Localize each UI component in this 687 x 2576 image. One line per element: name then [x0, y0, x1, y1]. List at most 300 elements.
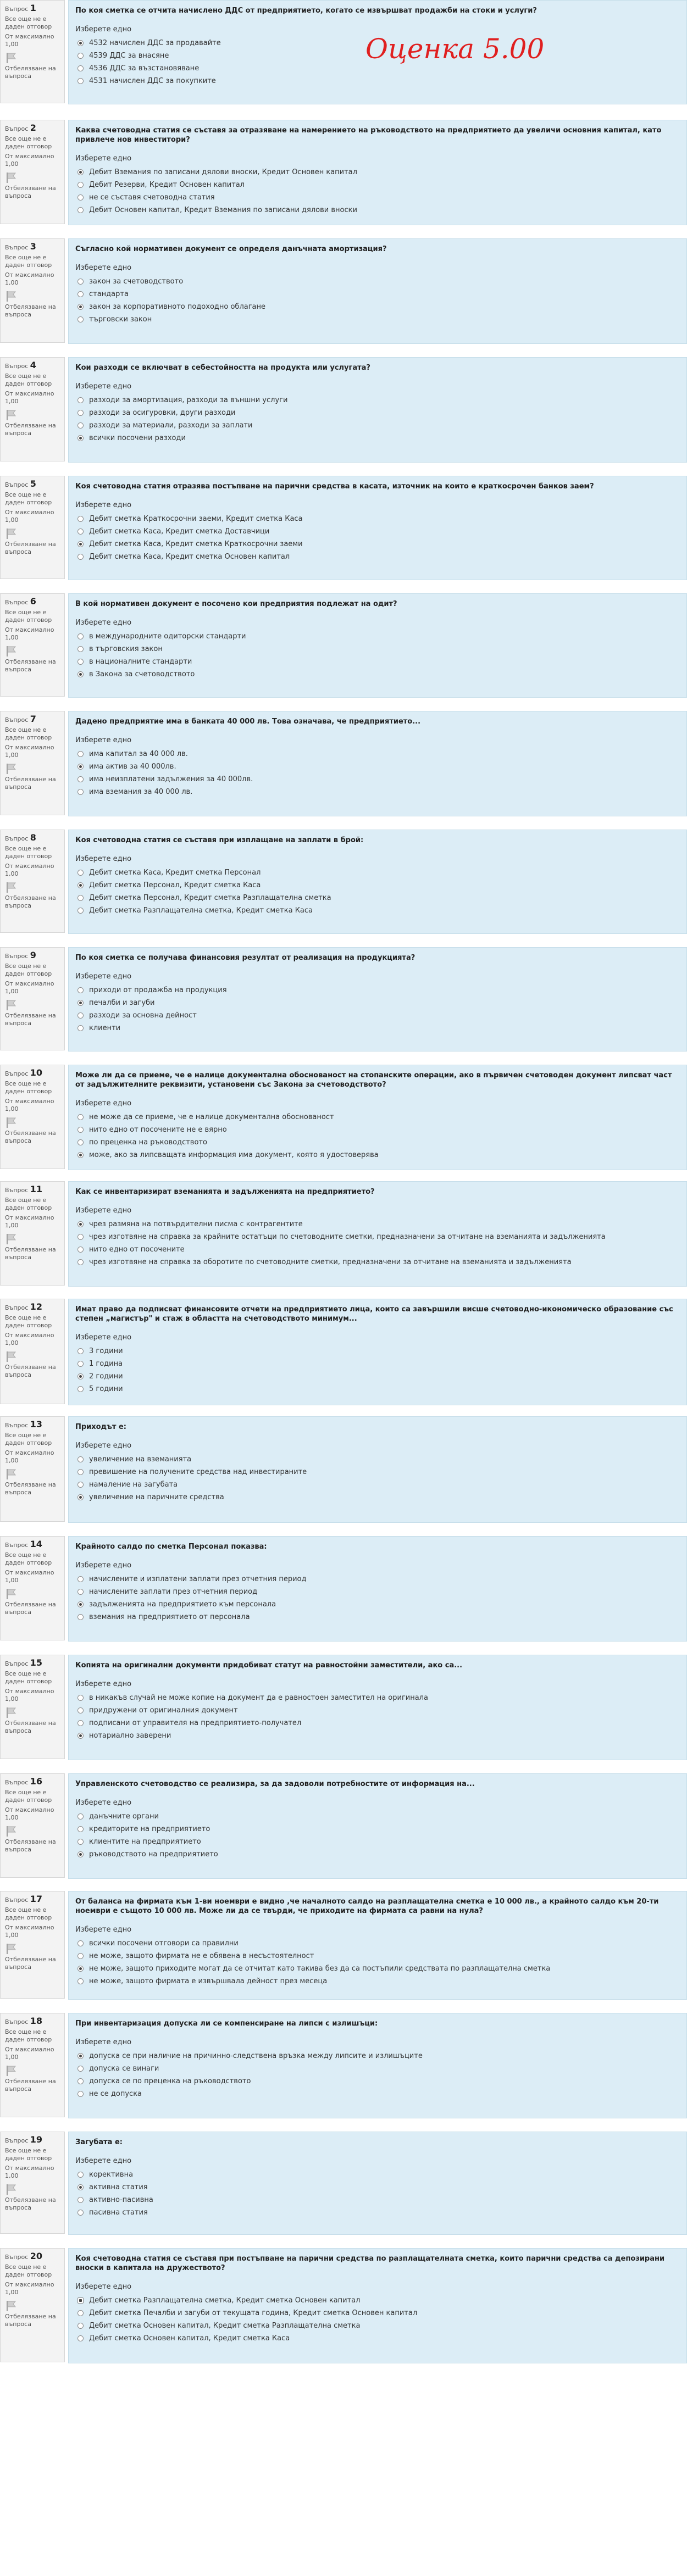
radio-button[interactable]	[77, 65, 84, 71]
question-info	[0, 947, 65, 1050]
answer-option[interactable]	[75, 2319, 680, 2332]
question-4	[0, 357, 687, 463]
flag-icon[interactable]	[5, 881, 17, 893]
answer-label: Дебит Основен капитал, Кредит Вземания по записани дялови вноски	[89, 206, 357, 214]
question-number	[5, 598, 61, 607]
radio-button[interactable]	[77, 316, 84, 322]
answer-prompt: Изберете едно	[75, 1442, 132, 1450]
flag-question-link[interactable]: Отбелязване на въпроса	[5, 894, 56, 909]
answer-option[interactable]	[75, 984, 680, 997]
radio-button[interactable]	[77, 2297, 84, 2304]
answer-list	[75, 2050, 680, 2100]
question-number-value: 9	[30, 950, 36, 960]
answer-label: не може, защото приходите могат да се отчитат като такива без да са постъпили средствата по разплащателна сметка	[89, 1965, 551, 1973]
radio-button[interactable]	[77, 1361, 84, 1367]
answer-option[interactable]	[75, 1022, 680, 1034]
question-word: Въпрос	[5, 1660, 29, 1667]
answer-option[interactable]	[75, 1136, 680, 1149]
answer-label: чрез размяна на потвърдителни писма с контрагентите	[89, 1220, 303, 1228]
answer-label: разходи за основна дейност	[89, 1011, 197, 1020]
answer-option[interactable]	[75, 1478, 680, 1491]
radio-button[interactable]	[77, 169, 84, 175]
answer-label: допуска се по преценка на ръководството	[89, 2077, 251, 2085]
answer-option[interactable]	[75, 1835, 680, 1848]
question-grade: От максимално 1,00	[5, 1569, 54, 1584]
answer-option[interactable]	[75, 866, 680, 879]
flag-question-link[interactable]: Отбелязване на въпроса	[5, 1130, 56, 1144]
question-grade: От максимално 1,00	[5, 271, 54, 286]
question-grade: От максимално 1,00	[5, 744, 54, 759]
question-grade: От максимално 1,00	[5, 1924, 54, 1939]
flag-icon[interactable]	[5, 2183, 17, 2195]
question-word: Въпрос	[5, 835, 29, 842]
answer-option[interactable]	[75, 394, 680, 407]
radio-button[interactable]	[77, 1494, 84, 1500]
flag-icon[interactable]	[5, 1706, 17, 1718]
answer-option[interactable]	[75, 1453, 680, 1466]
answer-option[interactable]	[75, 2062, 680, 2075]
radio-button[interactable]	[77, 422, 84, 429]
flag-question-link[interactable]: Отбелязване на въпроса	[5, 658, 56, 673]
answer-label: 2 години	[89, 1372, 123, 1381]
question-text: Коя счетоводна статия отразява постъпване на парични средства в касата, източник на които е краткосрочен банков заем?	[75, 482, 594, 491]
radio-button[interactable]	[77, 78, 84, 84]
flag-question-link[interactable]: Отбелязване на въпроса	[5, 65, 56, 80]
answer-option[interactable]	[75, 1383, 680, 1395]
answer-option[interactable]	[75, 1491, 680, 1504]
radio-button[interactable]	[77, 633, 84, 639]
radio-button[interactable]	[77, 397, 84, 403]
answer-option[interactable]	[75, 1243, 680, 1256]
radio-button[interactable]	[77, 776, 84, 782]
question-word: Въпрос	[5, 5, 29, 13]
answer-option[interactable]	[75, 2332, 680, 2345]
answer-option[interactable]	[75, 513, 680, 525]
answer-option[interactable]	[75, 2168, 680, 2181]
answer-option[interactable]	[75, 1149, 680, 1161]
question-word: Въпрос	[5, 2254, 29, 2261]
flag-question-link[interactable]: Отбелязване на въпроса	[5, 185, 56, 199]
question-number	[5, 952, 61, 960]
answer-option[interactable]	[75, 1848, 680, 1861]
radio-button[interactable]	[77, 182, 84, 188]
radio-button[interactable]	[77, 1152, 84, 1158]
flag-question-link[interactable]: Отбелязване на въпроса	[5, 1364, 56, 1378]
answer-option[interactable]	[75, 2050, 680, 2062]
question-13	[0, 1416, 687, 1523]
flag-icon[interactable]	[5, 1233, 17, 1245]
radio-button[interactable]	[77, 2078, 84, 2084]
radio-button[interactable]	[77, 2053, 84, 2059]
radio-button[interactable]	[77, 659, 84, 665]
flag-question-link[interactable]: Отбелязване на въпроса	[5, 2313, 56, 2328]
radio-button[interactable]	[77, 1576, 84, 1582]
answer-option[interactable]	[75, 1598, 680, 1611]
answer-label: Дебит Вземания по записани дялови вноски, Кредит Основен капитал	[89, 168, 357, 176]
answer-option[interactable]	[75, 538, 680, 550]
question-info	[0, 593, 65, 697]
flag-icon[interactable]	[5, 645, 17, 657]
radio-button[interactable]	[77, 1221, 84, 1227]
question-7	[0, 711, 687, 816]
answer-label: всички посочени отговори са правилни	[89, 1939, 239, 1948]
answer-option[interactable]	[75, 75, 680, 87]
answer-option[interactable]	[75, 879, 680, 892]
radio-button[interactable]	[77, 1234, 84, 1240]
radio-button[interactable]	[77, 410, 84, 416]
flag-icon[interactable]	[5, 527, 17, 539]
radio-button[interactable]	[77, 1025, 84, 1031]
question-number	[5, 124, 61, 133]
question-content	[68, 1299, 687, 1405]
question-number	[5, 715, 61, 724]
question-number	[5, 1540, 61, 1549]
answer-option[interactable]	[75, 2307, 680, 2319]
question-text: По коя сметка се отчита начислено ДДС от предприятието, когато се извършват продажби на стоки и услуги?	[75, 7, 537, 15]
flag-icon[interactable]	[5, 171, 17, 183]
answer-option[interactable]	[75, 643, 680, 655]
answer-label: задълженията на предприятието към персонала	[89, 1600, 276, 1609]
answer-label: в Закона за счетоводството	[89, 670, 195, 678]
question-number-value: 12	[30, 1301, 43, 1312]
answer-label: може, ако за липсващата информация има документ, която я удостоверява	[89, 1151, 379, 1159]
flag-icon[interactable]	[5, 1350, 17, 1362]
answer-option[interactable]	[75, 1729, 680, 1742]
radio-button[interactable]	[77, 2310, 84, 2316]
question-text: Може ли да се приеме, че е налице документална обоснованост на стопанските операции, ако в първичен счетоводен документ липсват част от задължителните реквизити, установени със Закона за счетоводството?	[75, 1071, 672, 1089]
question-state: Все още не е даден отговор	[5, 491, 52, 506]
answer-option[interactable]	[75, 1357, 680, 1370]
answer-option[interactable]	[75, 1231, 680, 1243]
radio-button[interactable]	[77, 1127, 84, 1133]
answer-option[interactable]	[75, 1611, 680, 1623]
radio-button[interactable]	[77, 1601, 84, 1607]
flag-icon[interactable]	[5, 290, 17, 302]
answer-option[interactable]	[75, 1111, 680, 1123]
answer-option[interactable]	[75, 2294, 680, 2307]
answer-label: чрез изготвяне на справка за крайните остатъци по счетоводните сметки, предназначени за отчитане на вземанията и задълженията	[89, 1233, 606, 1241]
flag-question-link[interactable]: Отбелязване на въпроса	[5, 2078, 56, 2093]
answer-label: корективна	[89, 2171, 134, 2179]
flag-icon[interactable]	[5, 1825, 17, 1837]
answer-option[interactable]	[75, 204, 680, 216]
question-word: Въпрос	[5, 1187, 29, 1194]
answer-option[interactable]	[75, 419, 680, 432]
answer-label: не се допуска	[89, 2090, 142, 2098]
radio-button[interactable]	[77, 1733, 84, 1739]
question-grade: От максимално 1,00	[5, 2046, 54, 2061]
answer-option[interactable]	[75, 2206, 680, 2219]
question-word: Въпрос	[5, 363, 29, 370]
answer-option[interactable]	[75, 301, 680, 313]
answer-label: не може, защото фирмата не е обявена в несъстоятелност	[89, 1952, 314, 1960]
question-3	[0, 238, 687, 344]
radio-button[interactable]	[77, 2172, 84, 2178]
flag-icon[interactable]	[5, 1943, 17, 1955]
radio-button[interactable]	[77, 1139, 84, 1145]
answer-option[interactable]	[75, 2194, 680, 2206]
radio-button[interactable]	[77, 882, 84, 888]
answer-prompt: Изберете едно	[75, 2157, 132, 2165]
radio-button[interactable]	[77, 291, 84, 297]
flag-icon[interactable]	[5, 1116, 17, 1128]
question-content	[68, 1536, 687, 1642]
radio-button[interactable]	[77, 1589, 84, 1595]
answer-list	[75, 866, 680, 917]
flag-question-link[interactable]: Отбелязване на въпроса	[5, 1720, 56, 1734]
question-info	[0, 1773, 65, 1878]
answer-option[interactable]	[75, 1256, 680, 1268]
question-state: Все още не е даден отговор	[5, 1551, 52, 1566]
answer-option[interactable]	[75, 892, 680, 904]
answer-option[interactable]	[75, 786, 680, 798]
answer-option[interactable]	[75, 191, 680, 204]
answer-option[interactable]	[75, 2088, 680, 2100]
radio-button[interactable]	[77, 40, 84, 46]
answer-list	[75, 166, 680, 216]
question-number-value: 2	[30, 123, 36, 133]
radio-button[interactable]	[77, 304, 84, 310]
flag-question-link[interactable]: Отбелязване на въпроса	[5, 1012, 56, 1027]
flag-icon[interactable]	[5, 763, 17, 775]
question-info	[0, 1891, 65, 1999]
radio-button[interactable]	[77, 541, 84, 547]
radio-button[interactable]	[77, 789, 84, 795]
radio-button[interactable]	[77, 516, 84, 522]
question-content	[68, 593, 687, 698]
flag-icon[interactable]	[5, 1468, 17, 1480]
radio-button[interactable]	[77, 2335, 84, 2341]
question-number	[5, 2252, 61, 2261]
answer-option[interactable]	[75, 630, 680, 643]
radio-button[interactable]	[77, 279, 84, 285]
radio-button[interactable]	[77, 1695, 84, 1701]
answer-option[interactable]	[75, 1962, 680, 1975]
radio-button[interactable]	[77, 194, 84, 201]
radio-button[interactable]	[77, 1720, 84, 1726]
question-info	[0, 0, 65, 103]
flag-icon[interactable]	[5, 999, 17, 1011]
answer-option[interactable]	[75, 1585, 680, 1598]
radio-button[interactable]	[77, 908, 84, 914]
question-content	[68, 1416, 687, 1523]
answer-label: Дебит сметка Разплащателна сметка, Кредит сметка Каса	[89, 906, 313, 915]
radio-button[interactable]	[77, 435, 84, 441]
answer-option[interactable]	[75, 179, 680, 191]
question-word: Въпрос	[5, 2018, 29, 2026]
flag-question-link[interactable]: Отбелязване на въпроса	[5, 1601, 56, 1616]
flag-icon[interactable]	[5, 52, 17, 64]
radio-button[interactable]	[77, 53, 84, 59]
question-state: Все още не е даден отговор	[5, 1432, 52, 1446]
answer-option[interactable]	[75, 275, 680, 288]
radio-button[interactable]	[77, 1614, 84, 1620]
radio-button[interactable]	[77, 1966, 84, 1972]
radio-button[interactable]	[77, 1114, 84, 1120]
radio-button[interactable]	[77, 1953, 84, 1959]
radio-button[interactable]	[77, 1456, 84, 1462]
radio-button[interactable]	[77, 870, 84, 876]
flag-question-link[interactable]: Отбелязване на въпроса	[5, 1246, 56, 1261]
radio-button[interactable]	[77, 1707, 84, 1713]
answer-list	[75, 748, 680, 798]
radio-button[interactable]	[77, 751, 84, 757]
radio-button[interactable]	[77, 1000, 84, 1006]
answer-list	[75, 1453, 680, 1504]
radio-button[interactable]	[77, 528, 84, 535]
answer-option[interactable]	[75, 1823, 680, 1835]
answer-label: в националните стандарти	[89, 658, 192, 666]
answer-option[interactable]	[75, 1810, 680, 1823]
question-9	[0, 947, 687, 1051]
answer-option[interactable]	[75, 288, 680, 301]
answer-prompt: Изберете едно	[75, 501, 132, 509]
answer-option[interactable]	[75, 655, 680, 668]
question-state: Все още не е даден отговор	[5, 1197, 52, 1211]
answer-option[interactable]	[75, 166, 680, 179]
radio-button[interactable]	[77, 2197, 84, 2203]
radio-button[interactable]	[77, 895, 84, 901]
question-info	[0, 830, 65, 933]
question-text: Съгласно кой нормативен документ се определя данъчната амортизация?	[75, 245, 387, 253]
question-state: Все още не е даден отговор	[5, 372, 52, 387]
answer-option[interactable]	[75, 1345, 680, 1357]
answer-option[interactable]	[75, 748, 680, 760]
flag-question-link[interactable]: Отбелязване на въпроса	[5, 1956, 56, 1971]
answer-prompt: Изберете едно	[75, 2038, 132, 2046]
question-info	[0, 1655, 65, 1759]
answer-option[interactable]	[75, 1009, 680, 1022]
answer-label: начислените и изплатени заплати през отчетния период	[89, 1575, 307, 1583]
radio-button[interactable]	[77, 1839, 84, 1845]
radio-button[interactable]	[77, 2091, 84, 2097]
question-info	[0, 1536, 65, 1640]
radio-button[interactable]	[77, 207, 84, 213]
answer-option[interactable]	[75, 1573, 680, 1585]
answer-option[interactable]	[75, 1370, 680, 1383]
flag-icon[interactable]	[5, 2065, 17, 2077]
flag-question-link[interactable]: Отбелязване на въпроса	[5, 1481, 56, 1496]
question-state: Все още не е даден отговор	[5, 15, 52, 30]
radio-button[interactable]	[77, 1373, 84, 1379]
answer-prompt: Изберете едно	[75, 736, 132, 744]
answer-list	[75, 1573, 680, 1623]
question-content	[68, 830, 687, 934]
question-number-value: 3	[30, 241, 36, 252]
answer-label: Дебит сметка Каса, Кредит сметка Краткосрочни заеми	[89, 540, 303, 548]
radio-button[interactable]	[77, 1012, 84, 1019]
answer-label: превишение на получените средства над инвестираните	[89, 1468, 307, 1476]
answer-option[interactable]	[75, 1123, 680, 1136]
radio-button[interactable]	[77, 1826, 84, 1832]
flag-question-link[interactable]: Отбелязване на въпроса	[5, 1838, 56, 1853]
answer-label: Дебит Резерви, Кредит Основен капитал	[89, 181, 245, 189]
answer-option[interactable]	[75, 432, 680, 444]
answer-option[interactable]	[75, 904, 680, 917]
answer-label: клиенти	[89, 1024, 121, 1032]
answer-option[interactable]	[75, 407, 680, 419]
answer-option[interactable]	[75, 2075, 680, 2088]
flag-question-link[interactable]: Отбелязване на въпроса	[5, 2196, 56, 2211]
radio-button[interactable]	[77, 1469, 84, 1475]
answer-label: подписани от управителя на предприятието-получател	[89, 1719, 302, 1727]
radio-button[interactable]	[77, 2210, 84, 2216]
answer-list	[75, 1810, 680, 1861]
radio-button[interactable]	[77, 1386, 84, 1392]
answer-option[interactable]	[75, 760, 680, 773]
answer-option[interactable]	[75, 525, 680, 538]
radio-button[interactable]	[77, 764, 84, 770]
answer-option[interactable]	[75, 2181, 680, 2194]
radio-button[interactable]	[77, 2323, 84, 2329]
radio-button[interactable]	[77, 1482, 84, 1488]
answer-option[interactable]	[75, 1218, 680, 1231]
answer-option[interactable]	[75, 773, 680, 786]
radio-button[interactable]	[77, 2066, 84, 2072]
answer-option[interactable]	[75, 1704, 680, 1717]
question-info	[0, 1181, 65, 1286]
answer-option[interactable]	[75, 668, 680, 681]
answer-option[interactable]	[75, 1692, 680, 1704]
flag-icon[interactable]	[5, 409, 17, 421]
radio-button[interactable]	[77, 1940, 84, 1946]
answer-option[interactable]	[75, 1937, 680, 1950]
question-state: Все още не е даден отговор	[5, 2263, 52, 2278]
radio-button[interactable]	[77, 646, 84, 652]
answer-list	[75, 984, 680, 1034]
radio-button[interactable]	[77, 1259, 84, 1265]
answer-option[interactable]	[75, 1975, 680, 1988]
question-info	[0, 2013, 65, 2117]
question-word: Въпрос	[5, 1542, 29, 1549]
radio-button[interactable]	[77, 1851, 84, 1857]
radio-button[interactable]	[77, 1813, 84, 1820]
answer-option[interactable]	[75, 550, 680, 563]
answer-option[interactable]	[75, 1950, 680, 1962]
flag-question-link[interactable]: Отбелязване на въпроса	[5, 541, 56, 555]
answer-option[interactable]	[75, 1717, 680, 1729]
question-grade: От максимално 1,00	[5, 1098, 54, 1112]
answer-label: увеличение на вземанията	[89, 1455, 192, 1464]
answer-label: 1 година	[89, 1360, 123, 1368]
answer-label: вземания на предприятието от персонала	[89, 1613, 250, 1621]
radio-button[interactable]	[77, 987, 84, 993]
answer-label: клиентите на предприятието	[89, 1838, 201, 1846]
answer-label: активно-пасивна	[89, 2196, 153, 2204]
answer-list	[75, 1111, 680, 1161]
answer-option[interactable]	[75, 1466, 680, 1478]
answer-label: 4536 ДДС за възстановяване	[89, 64, 200, 73]
answer-option[interactable]	[75, 997, 680, 1009]
answer-option[interactable]	[75, 313, 680, 326]
question-state: Все още не е даден отговор	[5, 726, 52, 741]
radio-button[interactable]	[77, 1978, 84, 1984]
radio-button[interactable]	[77, 2184, 84, 2190]
answer-label: 4531 начислен ДДС за покупките	[89, 77, 216, 85]
question-17	[0, 1891, 687, 2000]
radio-button[interactable]	[77, 671, 84, 677]
radio-button[interactable]	[77, 1247, 84, 1253]
answer-label: в търговския закон	[89, 645, 163, 653]
flag-icon[interactable]	[5, 2300, 17, 2312]
radio-button[interactable]	[77, 554, 84, 560]
answer-label: кредиторите на предприятието	[89, 1825, 210, 1833]
flag-question-link[interactable]: Отбелязване на въпроса	[5, 303, 56, 318]
radio-button[interactable]	[77, 1348, 84, 1354]
flag-question-link[interactable]: Отбелязване на въпроса	[5, 776, 56, 791]
flag-question-link[interactable]: Отбелязване на въпроса	[5, 422, 56, 437]
flag-icon[interactable]	[5, 1588, 17, 1600]
